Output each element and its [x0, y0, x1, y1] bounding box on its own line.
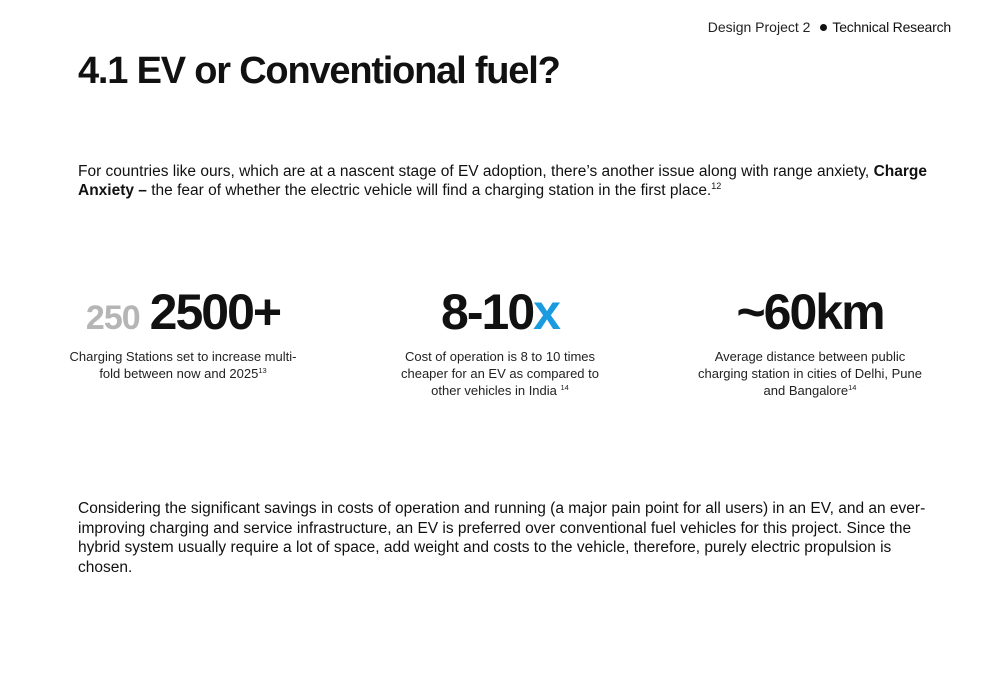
bullet-icon — [820, 24, 827, 31]
stat-footnote: 14 — [848, 383, 857, 392]
stat-operation-cost — [380, 283, 620, 399]
stat-description-text: Average distance between public charging station in cities of Delhi, Pune and Bangalore — [697, 349, 922, 398]
page-header — [708, 19, 951, 35]
stat-description — [68, 348, 298, 382]
intro-text-before: For countries like ours, which are at a nascent stage of EV adoption, there’s another issue along with range anxiety, — [78, 163, 874, 180]
stat-value: 8-10 — [441, 284, 534, 340]
page-title: 4.1 EV or Conventional fuel? — [78, 50, 560, 92]
stat-value-suffix: x — [533, 284, 559, 340]
stat-figure — [380, 283, 620, 343]
charge-anxiety-emphasis: Charge Anxiety – — [78, 163, 927, 199]
stat-figure — [63, 283, 303, 343]
stat-footnote: 13 — [258, 366, 267, 375]
stat-old-value: 250 — [85, 299, 140, 337]
conclusion-paragraph: Considering the significant savings in costs of operation and running (a major pain point for all users) in an EV, and an ever-improving charging and service infrastructure, an EV is preferred over conventional fuel vehicles for this project. Since the hybrid system usually require a lot of space, add weight and costs to the vehicle, therefore, purely electric propulsion is chosen. — [78, 500, 926, 576]
intro-paragraph — [78, 162, 928, 200]
section-label: Technical Research — [832, 19, 951, 35]
stat-value: 2500+ — [149, 284, 281, 340]
intro-footnote: 12 — [711, 181, 722, 191]
stat-description-text: Charging Stations set to increase multi-fold between now and 2025 — [69, 349, 297, 381]
stat-footnote: 14 — [560, 383, 569, 392]
stat-charging-stations — [63, 283, 303, 382]
stat-value: ~60km — [736, 284, 884, 340]
stat-figure — [690, 283, 930, 343]
stat-description — [385, 348, 615, 399]
stat-description-text: Cost of operation is 8 to 10 times cheaper for an EV as compared to other vehicles in India — [400, 349, 599, 398]
stat-description — [695, 348, 925, 399]
stat-station-distance — [690, 283, 930, 399]
project-label: Design Project 2 — [707, 19, 811, 35]
intro-text-after: the fear of whether the electric vehicle will find a charging station in the first place. — [146, 182, 712, 199]
